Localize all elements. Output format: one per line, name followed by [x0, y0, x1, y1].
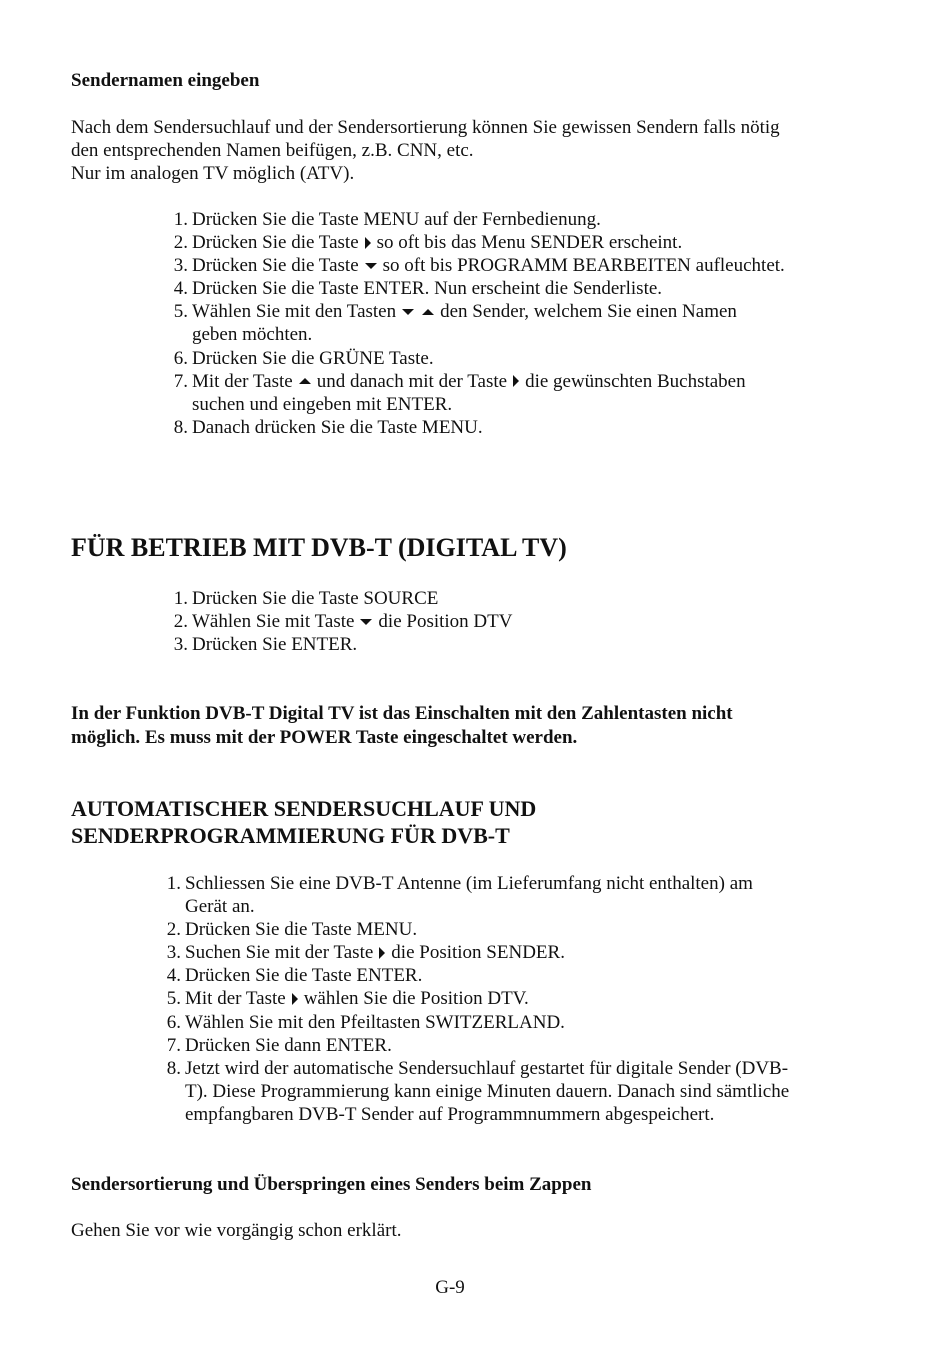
list-text: Mit der Taste [185, 988, 286, 1010]
section-title-auto-search [71, 795, 536, 849]
list-item [173, 347, 785, 370]
list-text: die Position SENDER. [391, 942, 565, 964]
intro-line: Nur im analogen TV möglich (ATV). [71, 163, 355, 184]
list-text: Drücken Sie die Taste ENTER. Nun erscheint die Senderliste. [192, 278, 663, 300]
list-text: Drücken Sie die Taste SOURCE [192, 588, 439, 609]
list-text: suchen und eingeben mit ENTER. [192, 393, 453, 415]
list-item [173, 254, 785, 277]
intro-paragraph [71, 116, 780, 185]
list-item [166, 872, 789, 918]
title-line: SENDERPROGRAMMIERUNG FÜR DVB-T [71, 823, 510, 848]
list-text: Drücken Sie die Taste MENU auf der Fernbedienung. [192, 209, 601, 230]
list-text: Gerät an. [185, 896, 255, 918]
sorting-text: Gehen Sie vor wie vorgängig schon erklärt. [71, 1220, 402, 1241]
section-title-dvbt: FÜR BETRIEB MIT DVB-T (DIGITAL TV) [71, 533, 567, 562]
section-title-sendernamen: Sendernamen eingeben [71, 70, 260, 91]
arrow-down-icon [365, 263, 377, 269]
list-item [166, 1011, 789, 1034]
page-number: G-9 [435, 1277, 465, 1298]
steps-list-dvbt [173, 587, 513, 656]
list-number: 8. [173, 416, 188, 438]
list-text: Jetzt wird der automatische Sendersuchlauf gestartet für digitale Sender (DVB- [185, 1057, 789, 1079]
steps-list-sendernamen [173, 208, 785, 439]
list-number: 6. [173, 347, 188, 369]
list-number: 1. [173, 588, 188, 609]
list-number: 2. [166, 919, 181, 941]
steps-list-auto-search [166, 872, 790, 1126]
list-number: 3. [173, 255, 188, 277]
list-text: Suchen Sie mit der Taste [185, 942, 374, 964]
list-text: und danach mit der Taste [316, 370, 508, 392]
list-item [173, 610, 513, 633]
list-item [173, 370, 785, 416]
list-number: 3. [173, 634, 188, 656]
list-text: T). Diese Programmierung kann einige Minuten dauern. Danach sind sämtliche [185, 1080, 790, 1102]
list-item [166, 1034, 789, 1057]
list-text: so oft bis PROGRAMM BEARBEITEN aufleuchtet. [382, 255, 785, 277]
list-text: die gewünschten Buchstaben [525, 370, 746, 392]
list-item [173, 208, 785, 231]
intro-line: den entsprechenden Namen beifügen, z.B. CNN, etc. [71, 140, 474, 161]
list-text: Drücken Sie dann ENTER. [185, 1034, 392, 1056]
intro-line: Nach dem Sendersuchlauf und der Sendersortierung können Sie gewissen Sendern falls nötig [71, 117, 780, 138]
list-number: 1. [173, 209, 188, 230]
list-number: 7. [173, 370, 188, 392]
list-text: geben möchten. [192, 324, 313, 346]
arrow-up-icon [299, 378, 311, 384]
list-number: 2. [173, 611, 188, 633]
section-title-sorting: Sendersortierung und Überspringen eines Senders beim Zappen [71, 1174, 592, 1195]
list-number: 4. [173, 278, 188, 300]
list-number: 1. [166, 873, 181, 894]
list-number: 4. [166, 965, 181, 987]
arrow-right-icon [365, 237, 371, 249]
list-text: wählen Sie die Position DTV. [303, 988, 529, 1010]
list-item [166, 987, 789, 1010]
arrow-down-icon [402, 309, 414, 315]
list-number: 2. [173, 232, 188, 254]
list-item [173, 416, 785, 439]
arrow-up-icon [422, 309, 434, 315]
list-text: Danach drücken Sie die Taste MENU. [192, 416, 483, 438]
list-item [166, 941, 789, 964]
list-number: 3. [166, 942, 181, 964]
list-text: Wählen Sie mit Taste [192, 611, 355, 633]
note-line: möglich. Es muss mit der POWER Taste eingeschaltet werden. [71, 726, 578, 748]
list-item [173, 587, 512, 610]
list-text: Wählen Sie mit den Pfeiltasten SWITZERLAND. [185, 1011, 565, 1033]
list-text: den Sender, welchem Sie einen Namen [440, 301, 737, 323]
list-text: die Position DTV [378, 611, 513, 633]
list-text: Schliessen Sie eine DVB-T Antenne (im Lieferumfang nicht enthalten) am [185, 873, 753, 894]
list-text: Drücken Sie die GRÜNE Taste. [192, 347, 434, 369]
list-number: 8. [166, 1057, 181, 1079]
list-item [166, 918, 789, 941]
list-item [173, 300, 785, 346]
arrow-right-icon [379, 947, 385, 959]
list-text: Drücken Sie ENTER. [192, 634, 358, 656]
list-item [166, 964, 789, 987]
list-item [173, 277, 785, 300]
list-text: Wählen Sie mit den Tasten [192, 301, 397, 323]
list-number: 5. [173, 301, 188, 323]
note-line: In der Funktion DVB-T Digital TV ist das Einschalten mit den Zahlentasten nicht [71, 703, 733, 724]
list-item [173, 633, 512, 656]
list-text: Drücken Sie die Taste ENTER. [185, 965, 423, 987]
dvbt-note [71, 702, 733, 749]
arrow-down-icon [360, 619, 372, 625]
list-number: 5. [166, 988, 181, 1010]
list-number: 7. [166, 1034, 181, 1056]
list-item [166, 1057, 790, 1126]
list-text: Drücken Sie die Taste [192, 232, 359, 254]
list-text: Drücken Sie die Taste MENU. [185, 919, 418, 941]
arrow-right-icon [513, 375, 519, 387]
list-text: so oft bis das Menu SENDER erscheint. [376, 232, 683, 254]
list-item [173, 231, 785, 254]
title-line: AUTOMATISCHER SENDERSUCHLAUF UND [71, 796, 537, 821]
arrow-right-icon [292, 993, 298, 1005]
list-text: Drücken Sie die Taste [192, 255, 359, 277]
list-text: Mit der Taste [192, 370, 293, 392]
list-text: empfangbaren DVB-T Sender auf Programmnummern abgespeichert. [185, 1103, 715, 1125]
list-number: 6. [166, 1011, 181, 1033]
